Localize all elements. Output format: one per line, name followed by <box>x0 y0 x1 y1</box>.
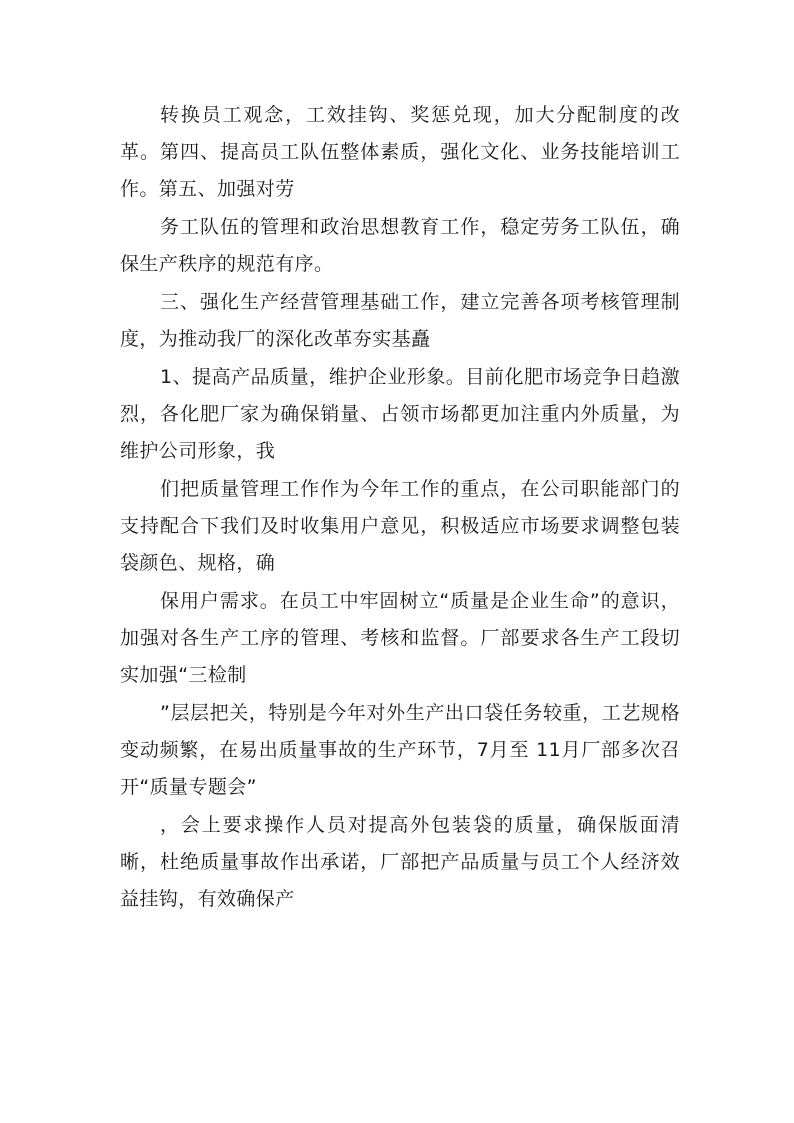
document-body <box>120 97 680 918</box>
section-heading-paragraph: 三、强化生产经营管理基础工作，建立完善各项考核管理制度，为推动我厂的深化改革夯实基矗 <box>120 291 680 350</box>
paragraph: 保用户需求。在员工中牢固树立“质量是企业生命”的意识，加强对各生产工序的管理、考核和监督。厂部要求各生产工段切实加强“三检制 <box>120 590 680 686</box>
paragraph: ，会上要求操作人员对提高外包装袋的质量，确保版面清晰，杜绝质量事故作出承诺，厂部把产品质量与员工个人经济效益挂钩，有效确保产 <box>120 814 680 910</box>
paragraph: 们把质量管理工作作为今年工作的重点，在公司职能部门的支持配合下我们及时收集用户意见，积极适应市场要求调整包装袋颜色、规格，确 <box>120 478 680 574</box>
paragraph: 转换员工观念，工效挂钩、奖惩兑现，加大分配制度的改革。第四、提高员工队伍整体素质，强化文化、业务技能培训工作。第五、加强对劳 <box>120 104 680 200</box>
paragraph: 务工队伍的管理和政治思想教育工作，稳定劳务工队伍，确保生产秩序的规范有序。 <box>120 216 680 275</box>
paragraph: ”层层把关，特别是今年对外生产出口袋任务较重，工艺规格变动频繁，在易出质量事故的生产环节，7月至 11月厂部多次召开“质量专题会” <box>120 702 680 798</box>
paragraph: 1、提高产品质量，维护企业形象。目前化肥市场竞争日趋激烈，各化肥厂家为确保销量、占领市场都更加注重内外质量，为维护公司形象，我 <box>120 366 680 462</box>
